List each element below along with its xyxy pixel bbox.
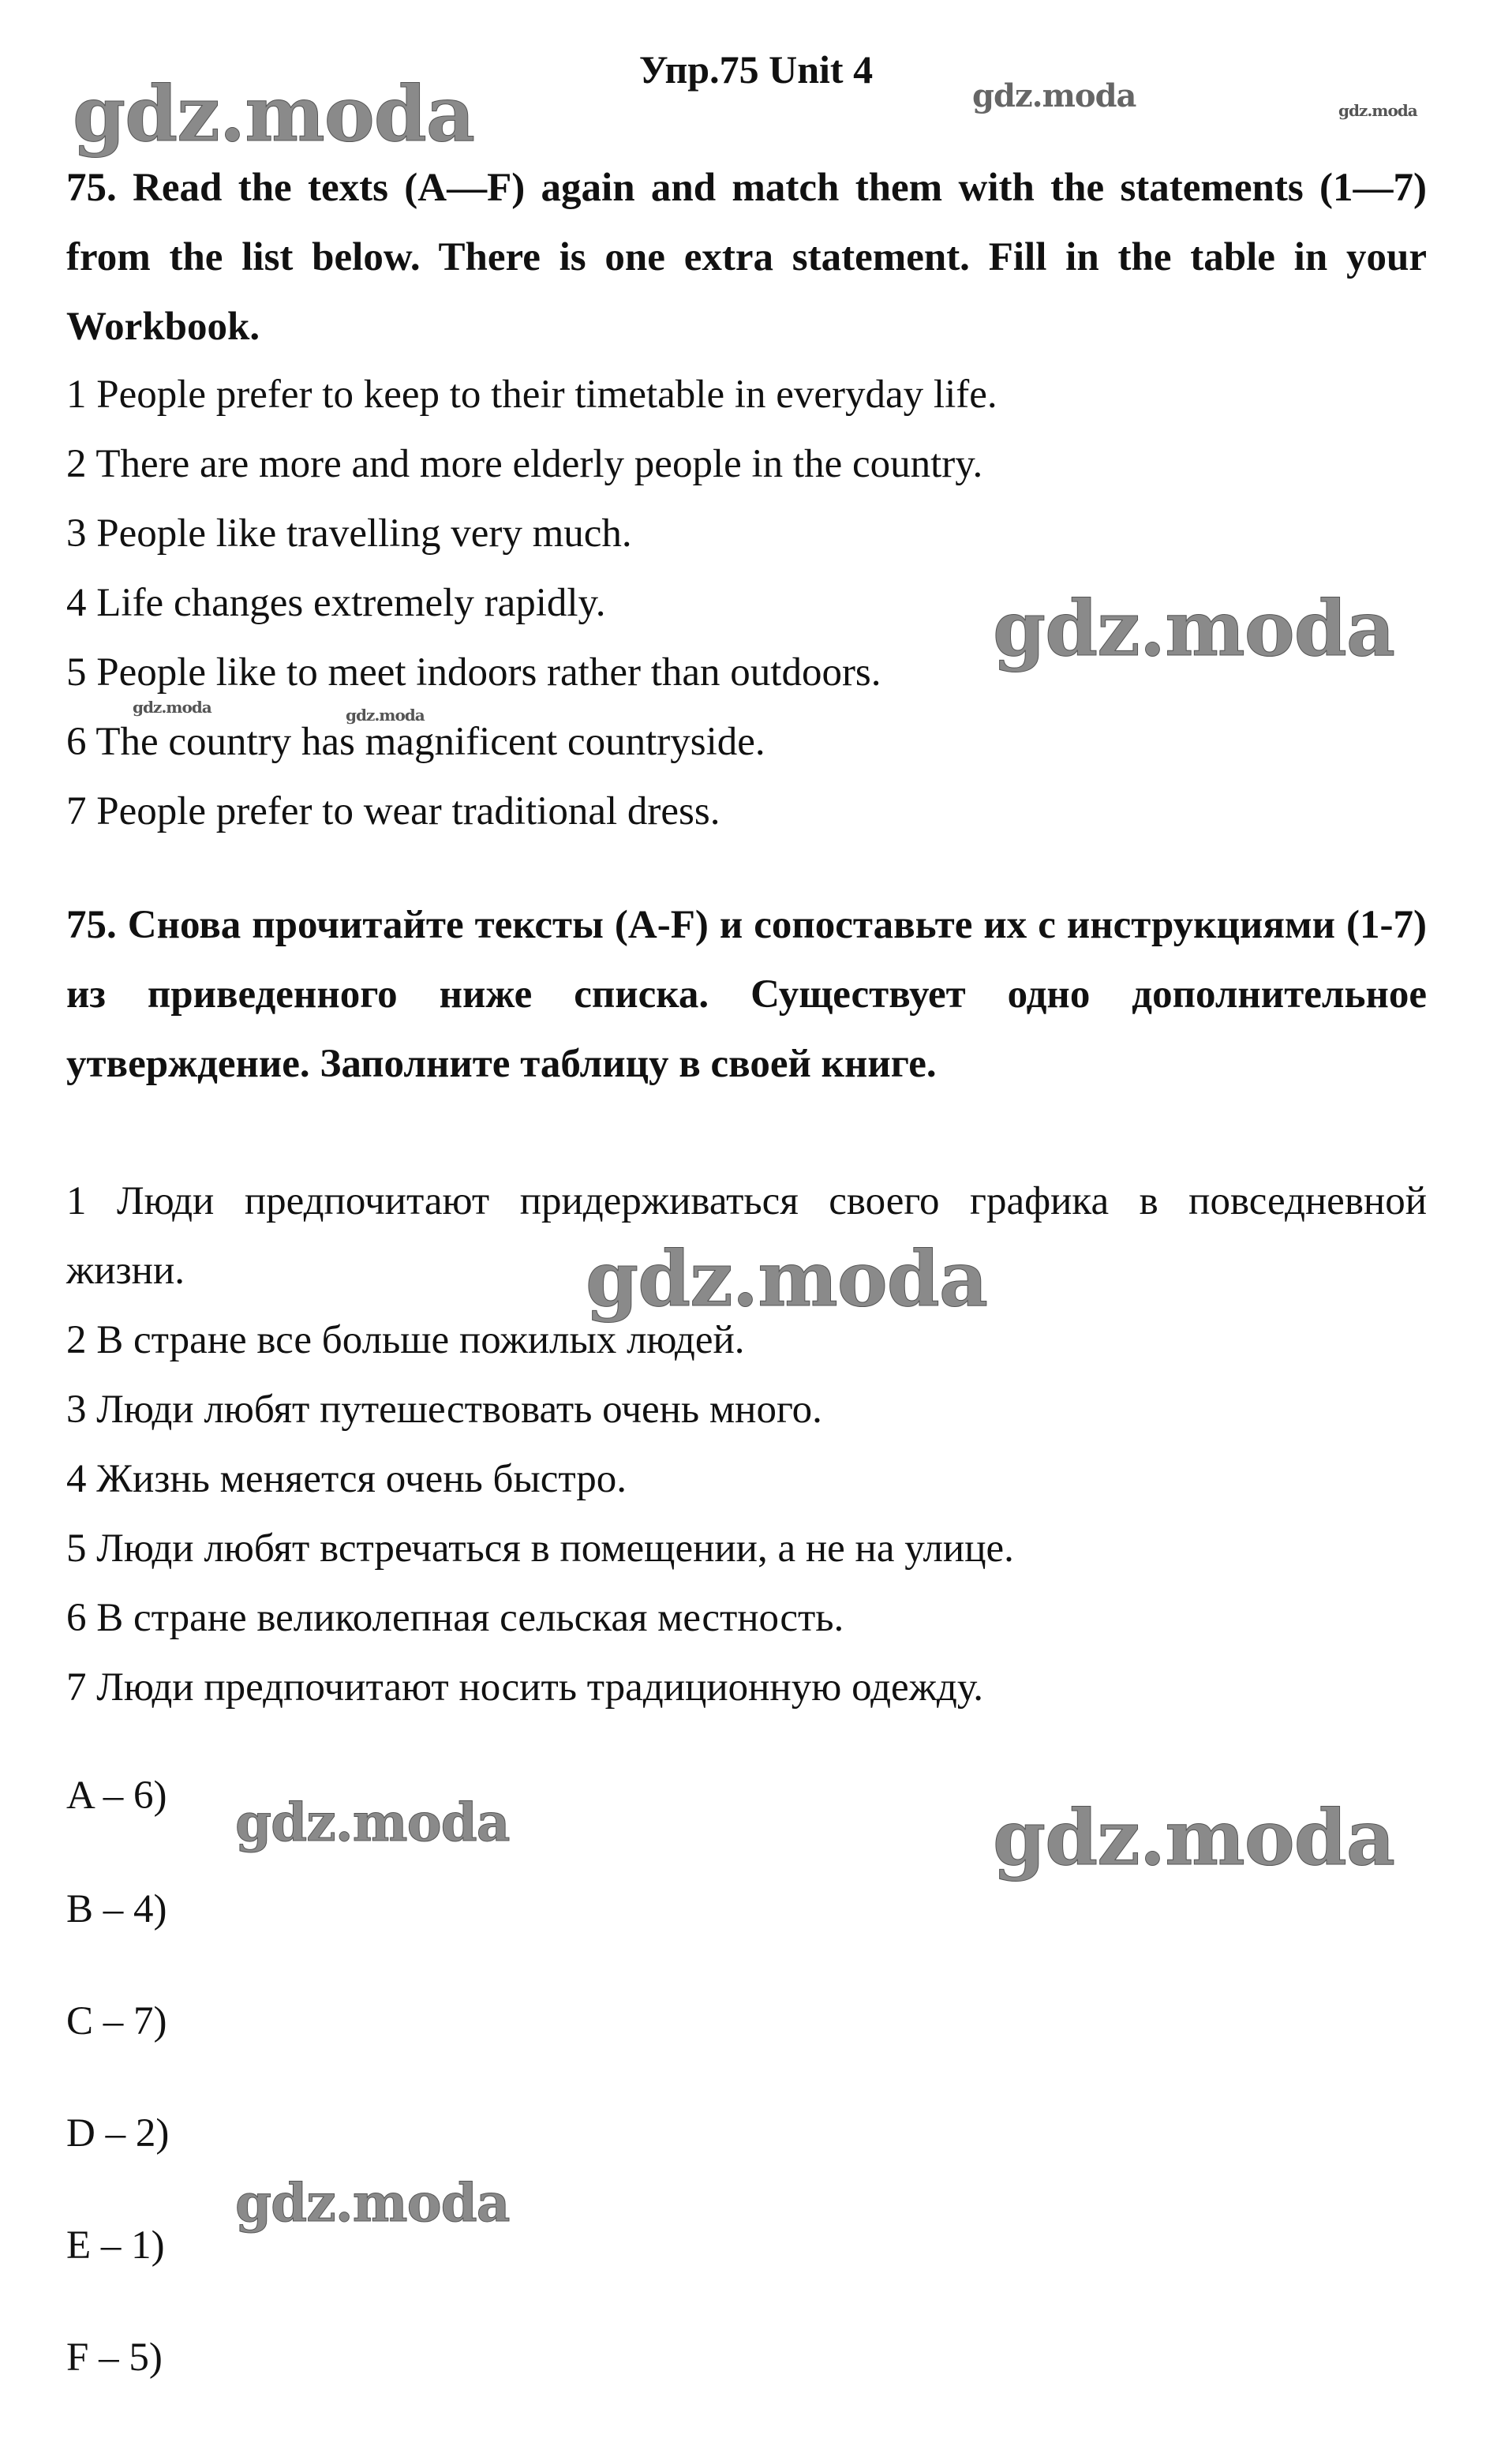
watermark: gdz.moda [972,77,1136,114]
answer-b: B – 4) [66,1887,167,1931]
statement-ru-1: 1 Люди предпочитают придерживаться своего графика в повседневной жизни. [66,1179,1427,1293]
answer-d: D – 2) [66,2111,170,2155]
watermark: gdz.moda [993,584,1395,673]
answer-a: A – 6) [66,1773,167,1818]
page-title: Упр.75 Unit 4 [638,47,874,92]
answer-f: F – 5) [66,2335,163,2380]
statement-ru-5: 5 Люди любят встречаться в помещении, а не на улице. [66,1526,1014,1571]
statement-en-6: 6 The country has magnificent countryside. [66,720,765,764]
statement-en-7: 7 People prefer to wear traditional dress. [66,789,720,833]
watermark: gdz.moda [235,2172,510,2234]
statement-en-5: 5 People like to meet indoors rather than outdoors. [66,650,881,695]
watermark: gdz.moda [1338,101,1417,120]
watermark: gdz.moda [586,1234,988,1324]
watermark: gdz.moda [993,1793,1395,1882]
statement-en-1: 1 People prefer to keep to their timetable in everyday life. [66,373,997,417]
statement-en-3: 3 People like travelling very much. [66,511,632,556]
statement-en-2: 2 There are more and more elderly people in the country. [66,442,983,486]
statement-ru-4: 4 Жизнь меняется очень быстро. [66,1457,627,1501]
statement-ru-2: 2 В стране все больше пожилых людей. [66,1318,745,1362]
answer-e: E – 1) [66,2223,165,2268]
watermark: gdz.moda [133,698,211,717]
task-english: 75. Read the texts (A—F) again and match them with the statements (1—7) from the list below. There is one extra statement. Fill in the table in your Workbook. [66,166,1427,349]
statement-ru-7: 7 Люди предпочитают носить традиционную одежду. [66,1665,984,1710]
statement-ru-3: 3 Люди любят путешествовать очень много. [66,1388,822,1432]
task-russian: 75. Снова прочитайте тексты (A-F) и сопоставьте их с инструкциями (1-7) из приведенного ниже списка. Существует одно дополнительное утверждение. Заполните таблицу в своей книге. [66,903,1427,1086]
watermark: gdz.moda [346,706,425,725]
watermark: gdz.moda [235,1792,510,1853]
answer-c: C – 7) [66,1999,167,2043]
statement-ru-6: 6 В стране великолепная сельская местность. [66,1596,844,1640]
statement-en-4: 4 Life changes extremely rapidly. [66,581,606,625]
watermark: gdz.moda [73,69,475,159]
